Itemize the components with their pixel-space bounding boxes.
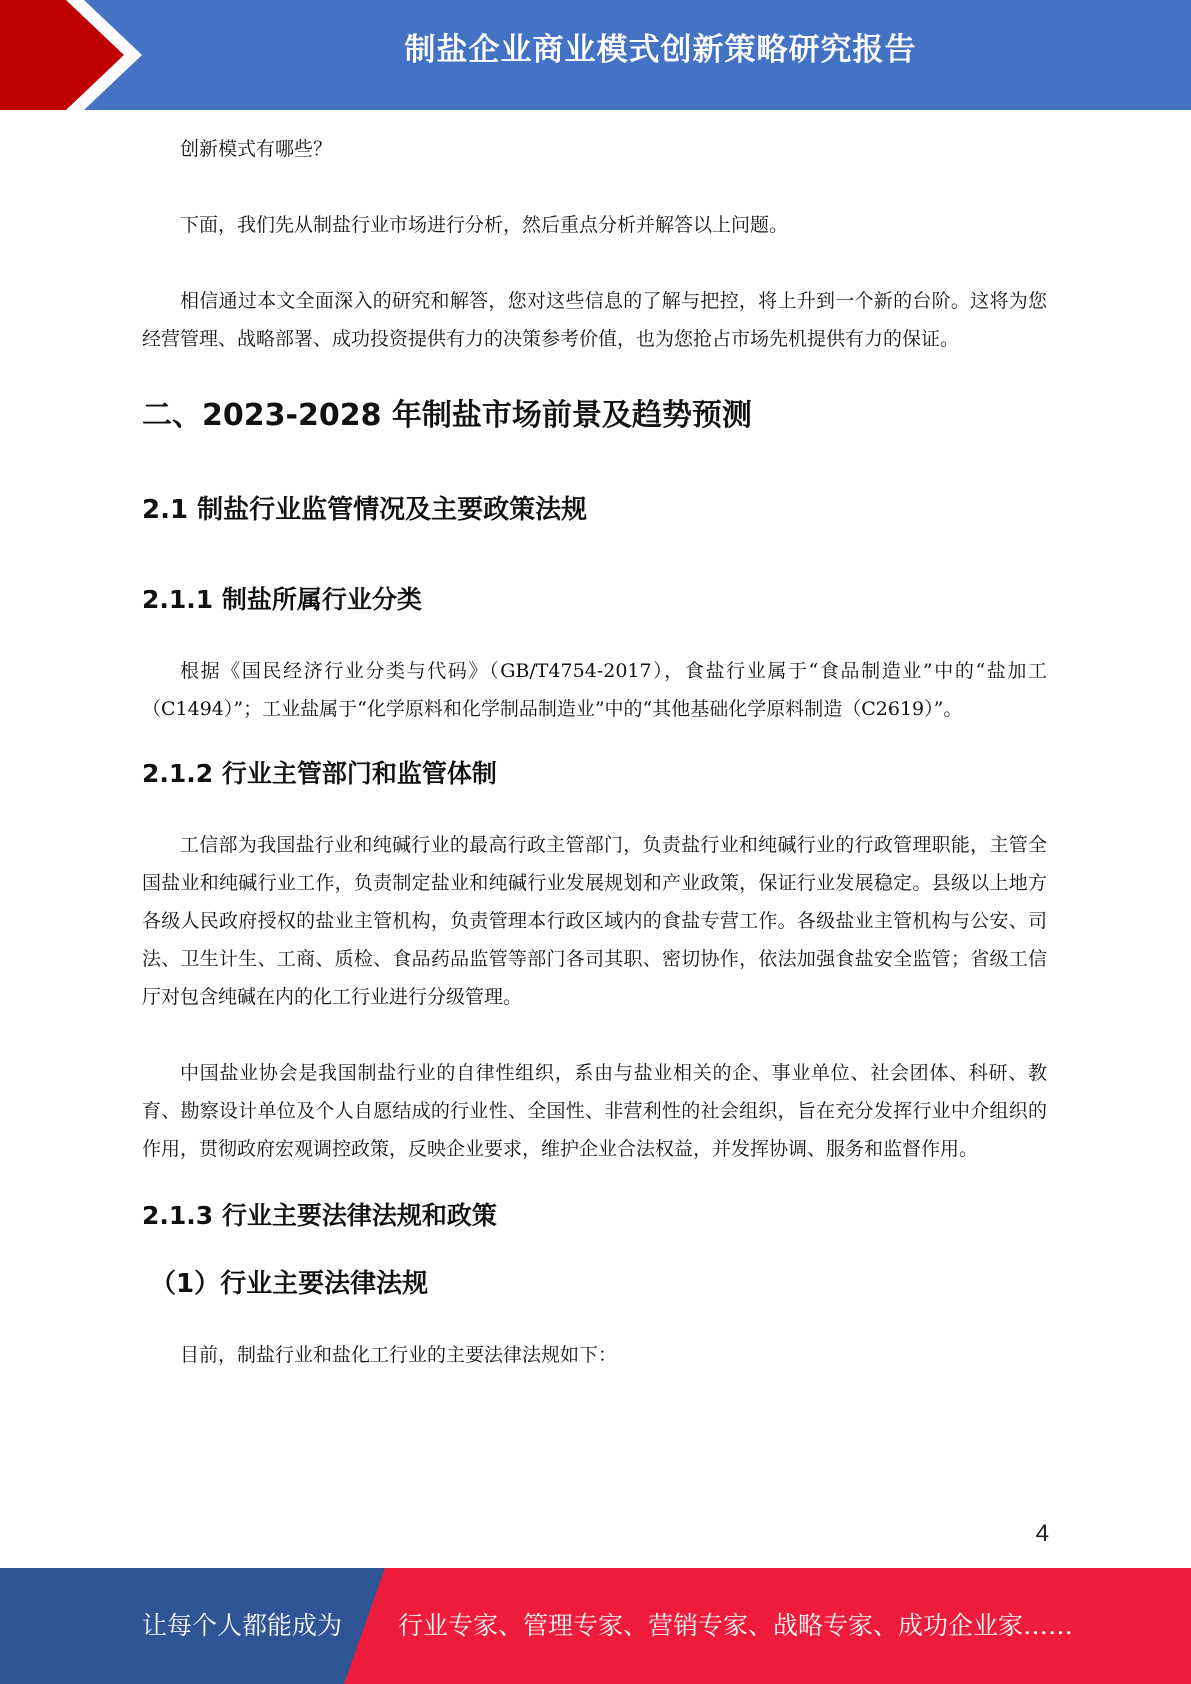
subsubsection-heading: 2.1.3 行业主要法律法规和政策 bbox=[142, 1201, 497, 1230]
paragraph: 相信通过本文全面深入的研究和解答，您对这些信息的了解与把控，将上升到一个新的台阶。这将为您经营管理、战略部署、成功投资提供有力的决策参考价值，也为您抢占市场先机提供有力的保证。 bbox=[142, 290, 1047, 350]
page-footer bbox=[0, 1568, 1191, 1684]
header-title: 制盐企业商业模式创新策略研究报告 bbox=[404, 32, 917, 68]
subsubsection-heading: 2.1.1 制盐所属行业分类 bbox=[142, 585, 422, 614]
paragraph: 中国盐业协会是我国制盐行业的自律性组织，系由与盐业相关的企、事业单位、社会团体、科研、教育、勘察设计单位及个人自愿结成的行业性、全国性、非营利性的社会组织，旨在充分发挥行业中介组织的作用，贯彻政府宏观调控政策，反映企业要求，维护企业合法权益，并发挥协调、服务和监督作用。 bbox=[142, 1062, 1047, 1160]
footer-slogan-left: 让每个人都能成为 bbox=[142, 1611, 343, 1640]
paragraph: 工信部为我国盐行业和纯碱行业的最高行政主管部门，负责盐行业和纯碱行业的行政管理职能，主管全国盐业和纯碱行业工作，负责制定盐业和纯碱行业发展规划和产业政策，保证行业发展稳定。县级以上地方各级人民政府授权的盐业主管机构，负责管理本行政区域内的食盐专营工作。各级盐业主管机构与公安、司法、卫生计生、工商、质检、食品药品监管等部门各司其职、密切协作，依法加强食盐安全监管；省级工信厅对包含纯碱在内的化工行业进行分级管理。 bbox=[142, 834, 1047, 1008]
paragraph: 根据《国民经济行业分类与代码》（GB/T4754-2017），食盐行业属于“食品制造业”中的“盐加工（C1494）”；工业盐属于“化学原料和化学制品制造业”中的“其他基础化学原料制造（C2619）”。 bbox=[142, 660, 1047, 720]
paragraph: 创新模式有哪些？ bbox=[180, 138, 333, 160]
page-number: 4 bbox=[1035, 1520, 1049, 1547]
page-header bbox=[0, 0, 1191, 110]
subsection-heading: 2.1 制盐行业监管情况及主要政策法规 bbox=[142, 495, 588, 525]
footer-slogan-right: 行业专家、管理专家、营销专家、战略专家、成功企业家…… bbox=[398, 1611, 1074, 1640]
paragraph: 下面，我们先从制盐行业市场进行分析，然后重点分析并解答以上问题。 bbox=[180, 214, 789, 236]
section-heading: 二、2023-2028 年制盐市场前景及趋势预测 bbox=[142, 398, 752, 433]
document-body bbox=[142, 130, 1047, 1374]
paragraph: 目前，制盐行业和盐化工行业的主要法律法规如下： bbox=[180, 1344, 618, 1366]
list-heading: （1）行业主要法律法规 bbox=[150, 1269, 429, 1299]
subsubsection-heading: 2.1.2 行业主管部门和监管体制 bbox=[142, 759, 497, 788]
